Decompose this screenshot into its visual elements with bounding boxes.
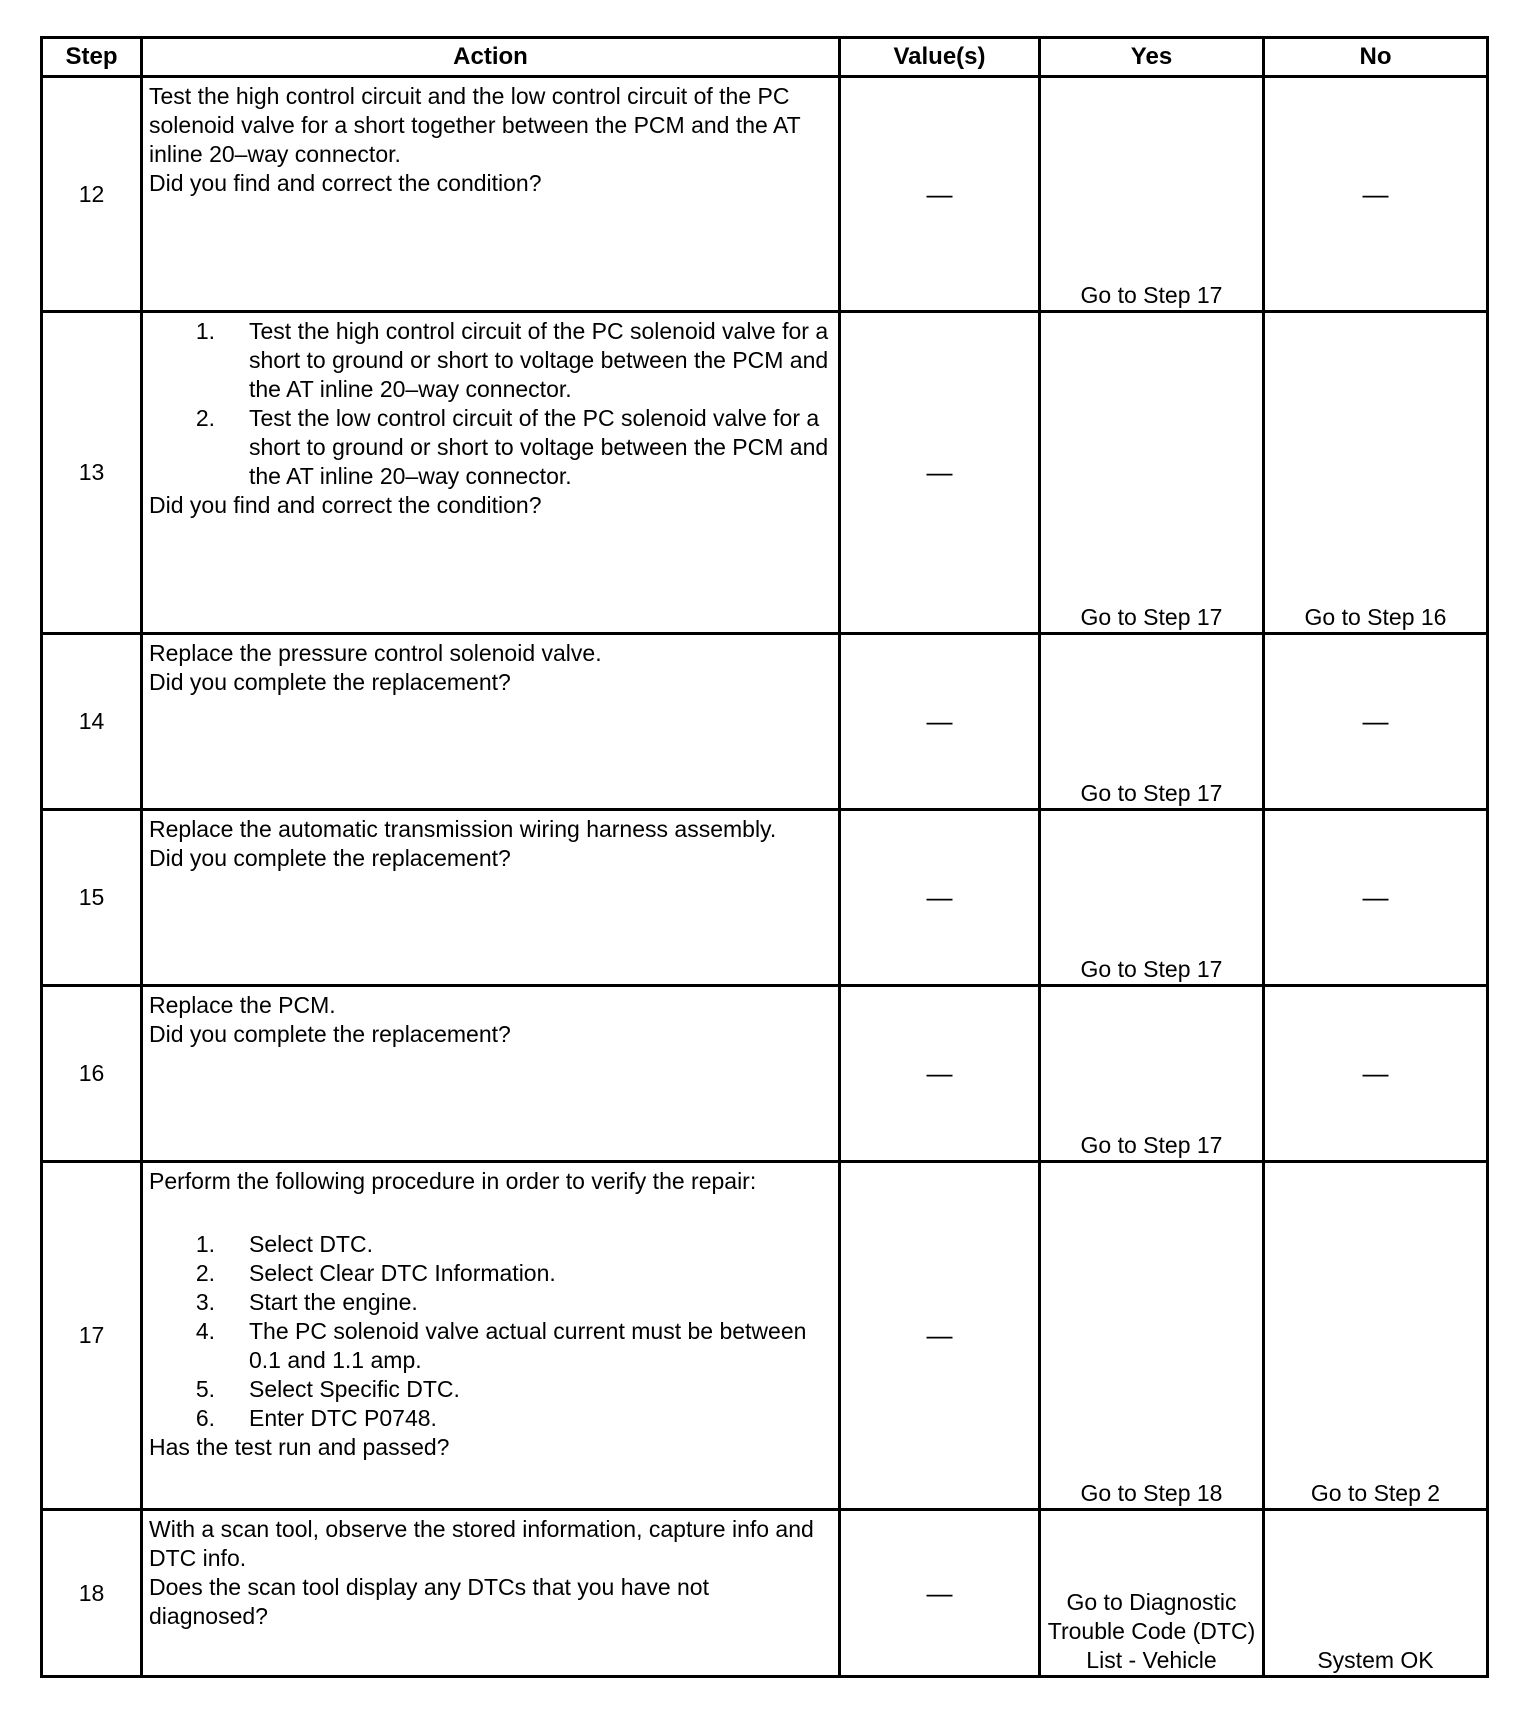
step-number: 14 (42, 634, 142, 810)
action-text: Perform the following procedure in order to verify the repair: (149, 1168, 757, 1194)
action-text: Replace the automatic transmission wiring harness assembly. (149, 816, 777, 842)
step-number: 18 (42, 1510, 142, 1677)
action-question: Did you find and correct the condition? (149, 170, 542, 196)
action-text: With a scan tool, observe the stored information, capture info and DTC info. (149, 1516, 814, 1571)
table-row (42, 634, 1488, 810)
list-item: 2. Test the low control circuit of the PC solenoid valve for a short to ground or short to voltage between the PCM and the AT inline 20–way connector. (195, 405, 829, 489)
list-item: 3. Start the engine. (195, 1289, 418, 1315)
action-text: Replace the pressure control solenoid valve. (149, 640, 602, 666)
table-row (42, 1162, 1488, 1510)
header-step: Step (42, 38, 142, 77)
value-cell: — (840, 634, 1040, 810)
header-yes: Yes (1040, 38, 1264, 77)
action-cell (142, 1510, 840, 1677)
action-question: Did you complete the replacement? (149, 845, 511, 871)
value-cell: — (840, 1510, 1040, 1677)
step-number: 12 (42, 77, 142, 312)
action-cell (142, 312, 840, 634)
list-item: 1. Select DTC. (195, 1231, 373, 1257)
yes-cell: Go to Step 17 (1040, 634, 1264, 810)
no-cell: — (1264, 634, 1488, 810)
no-cell: Go to Step 2 (1264, 1162, 1488, 1510)
list-item: 1. Test the high control circuit of the PC solenoid valve for a short to ground or short to voltage between the PCM and the AT inline 20–way connector. (195, 318, 829, 402)
value-cell: — (840, 1162, 1040, 1510)
step-number: 13 (42, 312, 142, 634)
no-cell: Go to Step 16 (1264, 312, 1488, 634)
procedure-list (149, 1230, 832, 1433)
no-cell: — (1264, 810, 1488, 986)
table-row (42, 810, 1488, 986)
table-row (42, 77, 1488, 312)
action-question: Did you find and correct the condition? (149, 492, 542, 518)
value-cell: — (840, 77, 1040, 312)
table-row (42, 986, 1488, 1162)
yes-cell: Go to Step 17 (1040, 312, 1264, 634)
table-row (42, 312, 1488, 634)
header-action: Action (142, 38, 840, 77)
no-cell: — (1264, 986, 1488, 1162)
value-cell: — (840, 986, 1040, 1162)
yes-cell: Go to Step 17 (1040, 810, 1264, 986)
yes-cell: Go to Diagnostic Trouble Code (DTC) List - Vehicle (1040, 1510, 1264, 1677)
header-no: No (1264, 38, 1488, 77)
yes-cell: Go to Step 17 (1040, 986, 1264, 1162)
action-cell (142, 1162, 840, 1510)
action-cell (142, 77, 840, 312)
action-text: Test the high control circuit and the low control circuit of the PC solenoid valve for a short together between the PCM and the AT inline 20–way connector. (149, 83, 801, 167)
step-number: 15 (42, 810, 142, 986)
action-question: Did you complete the replacement? (149, 1021, 511, 1047)
yes-cell: Go to Step 18 (1040, 1162, 1264, 1510)
no-cell: — (1264, 77, 1488, 312)
step-number: 16 (42, 986, 142, 1162)
no-cell: System OK (1264, 1510, 1488, 1677)
list-item: 5. Select Specific DTC. (195, 1376, 460, 1402)
list-item: 6. Enter DTC P0748. (195, 1405, 437, 1431)
action-cell (142, 986, 840, 1162)
action-cell (142, 810, 840, 986)
list-item: 4. The PC solenoid valve actual current must be between 0.1 and 1.1 amp. (195, 1318, 807, 1373)
action-question: Has the test run and passed? (149, 1434, 450, 1460)
value-cell: — (840, 312, 1040, 634)
header-row (42, 38, 1488, 77)
procedure-list (149, 317, 832, 491)
header-values: Value(s) (840, 38, 1040, 77)
step-number: 17 (42, 1162, 142, 1510)
value-cell: — (840, 810, 1040, 986)
diagnostic-table (40, 36, 1489, 1678)
yes-cell: Go to Step 17 (1040, 77, 1264, 312)
action-question: Does the scan tool display any DTCs that you have not diagnosed? (149, 1574, 709, 1629)
action-cell (142, 634, 840, 810)
list-item: 2. Select Clear DTC Information. (195, 1260, 556, 1286)
action-text: Replace the PCM. (149, 992, 336, 1018)
table-row (42, 1510, 1488, 1677)
action-question: Did you complete the replacement? (149, 669, 511, 695)
